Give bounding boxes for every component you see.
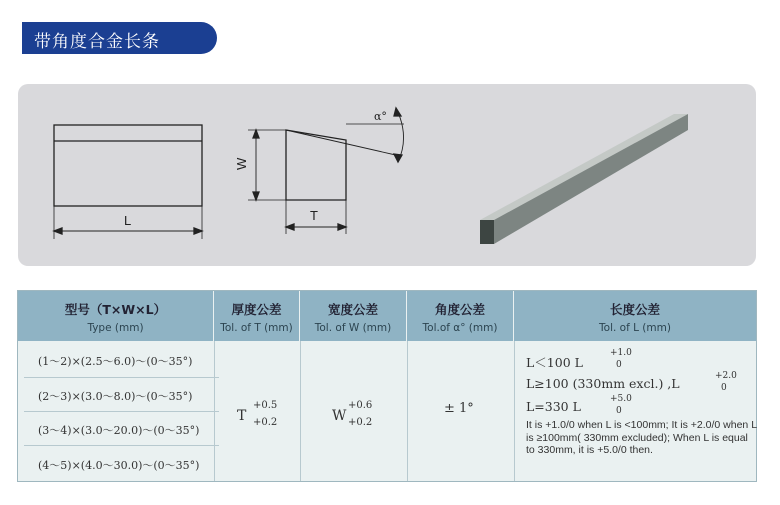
- t-dimension-label: T: [310, 208, 318, 223]
- divider: [300, 341, 301, 481]
- tolerance-table: 型号（T×W×L） Type (mm) 厚度公差 Tol. of T (mm) 宽度公差 Tol. of W (mm) 角度公差 Tol.of α° (mm) 长度公差 Tol. of L (mm) (1～2)×(2.5～6.0)～(0～35°) (2～3)×(3.0～8.0)～(0～35°) (3～4)×(3.0～20.0)～(0～35°) (4～5)×(4.0～30.0)～(0～35°) T +0.5 +0.2 W +0.6 +0.2 ± 1° L＜100 L +1.0 0 L≥100 (330mm excl.) ,L +2.0 0 L=330 L +5.0 0 It is +1.0/0 when L is <100mm; It is +2.0/0 when L is ≥100mm( 330mm excluded); When L is equal to 330mm, it is +5.0/0 then.: [17, 290, 757, 482]
- tol-l-line1-sup: +1.0: [610, 348, 632, 358]
- header-tol-w: 宽度公差 Tol. of W (mm): [300, 291, 407, 341]
- header-tol-t: 厚度公差 Tol. of T (mm): [214, 291, 300, 341]
- tol-angle-value: ± 1°: [444, 401, 474, 416]
- tol-l-line2-sup: +2.0: [715, 371, 737, 381]
- type-row: (4～5)×(4.0～30.0)～(0～35°): [38, 459, 200, 472]
- divider: [407, 341, 408, 481]
- tol-l-line3-sup: +5.0: [610, 394, 632, 404]
- tol-l-line1: L＜100 L: [526, 355, 583, 370]
- tol-l-line1-sub: 0: [616, 360, 622, 370]
- row-divider: [24, 445, 219, 446]
- row-divider: [24, 411, 219, 412]
- dimension-diagram: [18, 84, 756, 266]
- type-row: (3～4)×(3.0～20.0)～(0～35°): [38, 424, 200, 437]
- tol-l-line3: L=330 L: [526, 399, 581, 414]
- tol-l-note: It is +1.0/0 when L is <100mm; It is +2.0/0 when L is ≥100mm( 330mm excluded); When L is equal to 330mm, it is +5.0/0 then.: [526, 419, 757, 456]
- section-title-bar: [22, 22, 217, 54]
- tol-l-line3-sub: 0: [616, 406, 622, 416]
- divider: [514, 341, 515, 481]
- tol-l-line2-sub: 0: [721, 383, 727, 393]
- l-dimension-label: L: [124, 213, 132, 228]
- angle-label: α°: [374, 110, 387, 123]
- header-tol-l: 长度公差 Tol. of L (mm): [514, 291, 756, 341]
- tol-l-line2: L≥100 (330mm excl.) ,L: [526, 376, 680, 391]
- side-view: [248, 108, 404, 234]
- header-tol-angle: 角度公差 Tol.of α° (mm): [407, 291, 514, 341]
- row-divider: [24, 377, 219, 378]
- dimension-diagram-panel: [18, 84, 756, 266]
- w-dimension-label: W: [234, 157, 249, 170]
- section-title: 带角度合金长条: [34, 32, 160, 52]
- type-row: (1～2)×(2.5～6.0)～(0～35°): [38, 355, 193, 368]
- header-type: 型号（T×W×L） Type (mm): [18, 291, 214, 341]
- type-row: (2～3)×(3.0～8.0)～(0～35°): [38, 390, 193, 403]
- alloy-strip-3d: [480, 114, 688, 244]
